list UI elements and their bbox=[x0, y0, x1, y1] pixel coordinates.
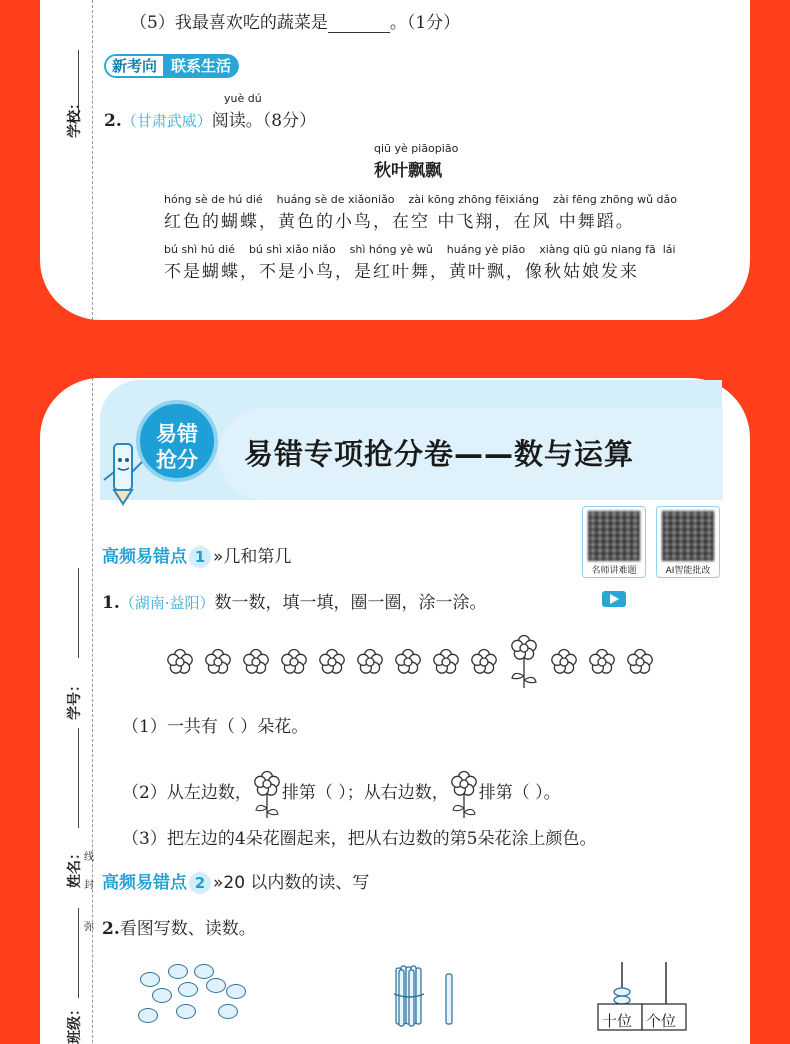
qr-code-icon bbox=[588, 511, 640, 561]
reading-pinyin: yuè dú bbox=[224, 92, 262, 105]
counting-sticks-icon bbox=[390, 964, 470, 1034]
abacus-tens-label: 十位 bbox=[602, 1012, 633, 1030]
badge-line-2: 抢分 bbox=[156, 448, 198, 472]
fold-line bbox=[92, 0, 93, 320]
badge-new-trend: 新考向 bbox=[104, 54, 165, 78]
pencil-mascot-icon bbox=[102, 434, 146, 506]
side-class: 班级： bbox=[67, 1002, 83, 1044]
new-trend-badge bbox=[104, 54, 239, 78]
poem-title: 秋叶飘飘 bbox=[374, 161, 442, 181]
poem-line-2-pinyin: bú shì hú dié bú shì xiǎo niǎo shì hóng yè wǔ huáng yè piāo xiàng qiū gū niang fā lái bbox=[164, 243, 676, 256]
answer-blank[interactable] bbox=[328, 17, 390, 33]
qr-teacher[interactable] bbox=[582, 506, 646, 578]
question-5 bbox=[130, 8, 460, 33]
question-number: 2. bbox=[102, 919, 120, 939]
video-play-icon[interactable] bbox=[602, 591, 626, 607]
question-number: 1. bbox=[102, 593, 120, 613]
counter-oval bbox=[178, 982, 198, 997]
page-top bbox=[40, 0, 750, 320]
question-5-score: 。（1分） bbox=[389, 13, 461, 33]
sub-question-2 bbox=[122, 770, 561, 818]
side-seal-mark: 弥 bbox=[84, 922, 94, 933]
qr-teacher-label: 名师讲难题 bbox=[591, 566, 637, 576]
binding-line bbox=[78, 908, 79, 998]
question-5-text: （5）我最喜欢吃的蔬菜是 bbox=[130, 13, 328, 33]
section-label: 高频易错点 bbox=[102, 547, 187, 567]
abacus-ones-label: 个位 bbox=[646, 1012, 677, 1030]
question-1 bbox=[102, 588, 487, 613]
side-seal-mark: 封 bbox=[84, 880, 94, 891]
error-prone-badge bbox=[136, 400, 218, 482]
sub-2-part-b: 排第（ ）；从右边数， bbox=[281, 783, 449, 803]
counter-oval bbox=[168, 964, 188, 979]
counting-ovals bbox=[130, 960, 250, 1030]
qr-ai[interactable] bbox=[656, 506, 720, 578]
binding-line bbox=[78, 568, 79, 658]
counter-oval bbox=[138, 1008, 158, 1023]
badge-life: 联系生活 bbox=[165, 54, 239, 78]
side-school-label: 学校： bbox=[67, 96, 83, 138]
section-2-heading bbox=[102, 868, 369, 894]
side-name: 姓名： bbox=[67, 846, 83, 888]
sub-2-part-c: 排第（ ）。 bbox=[478, 783, 561, 803]
side-student-number: 学号： bbox=[67, 678, 83, 720]
question-text: 阅读。（8分） bbox=[211, 111, 317, 131]
qr-code-icon bbox=[662, 511, 714, 561]
question-source: （甘肃武威） bbox=[121, 112, 212, 130]
question-number: 2. bbox=[104, 111, 122, 131]
section-1-heading bbox=[102, 542, 291, 568]
qr-ai-label: AI智能批改 bbox=[665, 566, 711, 576]
counter-oval bbox=[176, 1004, 196, 1019]
poem-line-2: 不是蝴蝶，不是小鸟，是红叶舞，黄叶飘，像秋姑娘发来 bbox=[164, 262, 639, 282]
question-2-reading bbox=[104, 106, 316, 131]
counter-oval bbox=[152, 988, 172, 1003]
section-label: 高频易错点 bbox=[102, 873, 187, 893]
page-title: 易错专项抢分卷——数与运算 bbox=[244, 437, 635, 471]
binding-line bbox=[78, 728, 79, 828]
section-title: »几和第几 bbox=[213, 547, 292, 567]
flower-stem-icon bbox=[252, 770, 282, 818]
section-number: 2 bbox=[189, 872, 211, 894]
fold-line bbox=[92, 378, 93, 1044]
sub-question-1: （1）一共有（ ）朵花。 bbox=[122, 717, 309, 737]
frame-left bbox=[0, 0, 40, 1044]
counter-oval bbox=[226, 984, 246, 999]
section-title: »20 以内数的读、写 bbox=[213, 873, 370, 893]
counter-oval bbox=[218, 1004, 238, 1019]
side-seal-mark: 线 bbox=[84, 852, 94, 863]
poem-title-pinyin: qiū yè piāopiāo bbox=[374, 142, 459, 155]
section-number: 1 bbox=[189, 546, 211, 568]
counter-oval bbox=[140, 972, 160, 987]
flower-row bbox=[160, 634, 660, 694]
question-text: 数一数，填一填，圈一圈，涂一涂。 bbox=[214, 593, 487, 613]
question-2 bbox=[102, 914, 256, 939]
question-text: 看图写数、读数。 bbox=[119, 919, 256, 939]
question-source: （湖南·益阳） bbox=[119, 594, 215, 612]
sub-question-3: （3）把左边的4朵花圈起来，把从右边数的第5朵花涂上颜色。 bbox=[122, 829, 597, 849]
counter-oval bbox=[206, 978, 226, 993]
page-bottom bbox=[40, 378, 750, 1044]
frame-right bbox=[750, 0, 790, 1044]
badge-line-1: 易错 bbox=[156, 422, 198, 446]
flower-stem-icon bbox=[449, 770, 479, 818]
counter-oval bbox=[194, 964, 214, 979]
sub-2-part-a: （2）从左边数， bbox=[122, 783, 252, 803]
poem-line-1: 红色的蝴蝶，黄色的小鸟，在空 中飞翔，在风 中舞蹈。 bbox=[164, 212, 635, 232]
poem-line-1-pinyin: hóng sè de hú dié huáng sè de xiǎoniǎo zài kōng zhōng fēixiáng zài fēng zhōng wǔ dǎo bbox=[164, 193, 678, 206]
